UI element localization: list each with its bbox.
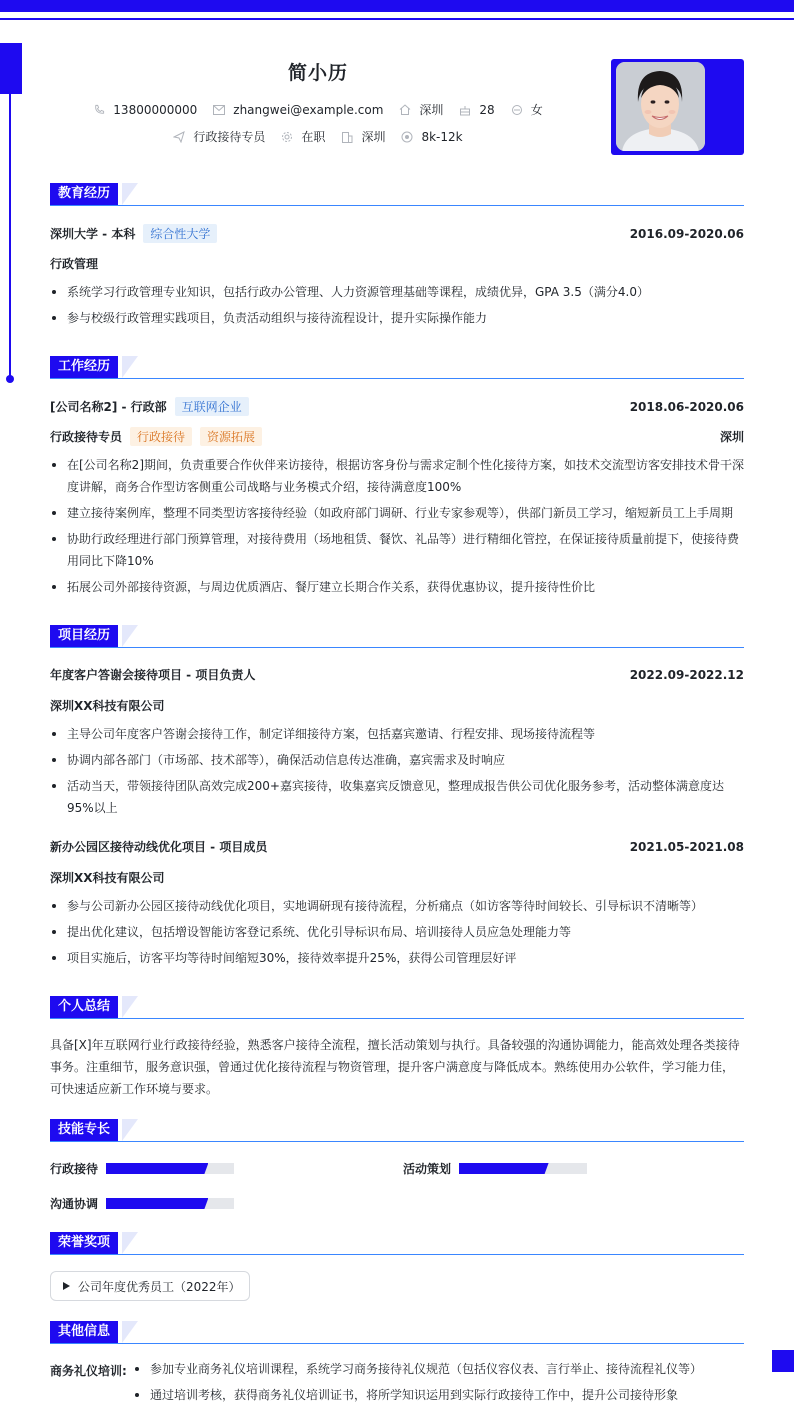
school-name: 深圳大学 - 本科 xyxy=(50,227,136,241)
gender-item xyxy=(511,101,543,118)
work-location: 深圳 xyxy=(719,430,744,444)
section-honors-header xyxy=(50,1232,744,1256)
section-title: 工作经历 xyxy=(50,356,118,378)
section-title-tail xyxy=(122,996,138,1018)
award-text: 公司年度优秀员工（2022年） xyxy=(78,1279,241,1294)
education-major: 行政管理 xyxy=(50,257,99,271)
section-title-tail xyxy=(122,625,138,647)
side-timeline-dot xyxy=(6,375,14,383)
phone-text: 13800000000 xyxy=(113,102,198,117)
project-company: 深圳XX科技有限公司 xyxy=(50,871,165,885)
role-title: 行政接待专员 xyxy=(50,430,123,444)
list-item: 主导公司年度客户答谢会接待工作，制定详细接待方案，包括嘉宾邀请、行程安排、现场接待流程等 xyxy=(50,723,744,745)
list-item: 参与公司新办公园区接待动线优化项目，实地调研现有接待流程，分析痛点（如访客等待时间较长、引导标识不清晰等） xyxy=(50,895,744,917)
section-title: 荣誉奖项 xyxy=(50,1232,118,1254)
profile-photo-frame xyxy=(611,59,744,155)
phone-icon xyxy=(93,104,105,116)
top-accent-bar xyxy=(0,0,794,12)
company-name: [公司名称2] - 行政部 xyxy=(50,400,167,414)
school-type-tag: 综合性大学 xyxy=(143,224,217,243)
section-title: 其他信息 xyxy=(50,1321,118,1343)
project-row xyxy=(50,666,744,683)
gender-icon xyxy=(511,104,523,116)
city-item xyxy=(399,101,443,118)
salary-text: 8k-12k xyxy=(421,129,463,144)
section-other-header xyxy=(50,1321,744,1345)
phone-item xyxy=(93,103,197,117)
email-icon xyxy=(213,104,225,116)
resume-name: 简小历 xyxy=(287,62,348,84)
section-divider xyxy=(50,1254,744,1255)
other-category-label: 商务礼仪培训: xyxy=(50,1364,127,1378)
section-title: 教育经历 xyxy=(50,183,118,205)
list-item: 在[公司名称2]期间，负责重要合作伙伴来访接待，根据访客身份与需求定制个性化接待方案，如技术交流型访客安排技术骨干深度讲解，商务合作型访客侧重公司战略与业务模式介绍，接待满意度100% xyxy=(50,454,744,498)
list-item: 拓展公司外部接待资源，与周边优质酒店、餐厅建立长期合作关系，获得优惠协议，提升接待性价比 xyxy=(50,576,744,598)
skill-name: 行政接待 xyxy=(50,1162,99,1176)
work-role-row xyxy=(50,427,744,446)
section-divider xyxy=(50,647,744,648)
skill-name: 活动策划 xyxy=(403,1162,452,1176)
section-title: 项目经历 xyxy=(50,625,118,647)
position-text: 行政接待专员 xyxy=(193,130,266,144)
award-item[interactable] xyxy=(50,1271,250,1301)
status-item xyxy=(281,128,325,145)
target-city-text: 深圳 xyxy=(361,130,386,144)
job-intent-row xyxy=(0,128,636,145)
gender-text: 女 xyxy=(530,103,543,117)
list-item: 协调内部各部门（市场部、技术部等），确保活动信息传达准确，嘉宾需求及时响应 xyxy=(50,749,744,771)
home-icon xyxy=(399,104,411,116)
project-title: 新办公园区接待动线优化项目 - 项目成员 xyxy=(50,840,268,854)
project-company: 深圳XX科技有限公司 xyxy=(50,699,165,713)
send-icon xyxy=(173,131,185,143)
skill-bar xyxy=(459,1163,587,1174)
education-bullets xyxy=(50,281,744,333)
list-item: 建立接待案例库，整理不同类型访客接待经验（如政府部门调研、行业专家参观等），供部门新员工学习，缩短新员工上手周期 xyxy=(50,502,744,524)
coin-icon xyxy=(401,131,413,143)
summary-text: 具备[X]年互联网行业行政接待经验，熟悉客户接待全流程，擅长活动策划与执行。具备较强的沟通协调能力，能高效处理各类接待事务。注重细节，服务意识强，曾通过优化接待流程与物资管理，提升客户满意度与降低成本。熟练使用办公软件，学习能力佳，可快速适应新工作环境与要求。 xyxy=(50,1038,740,1096)
role-tag: 资源拓展 xyxy=(200,427,262,446)
contact-row xyxy=(0,101,636,118)
role-tag: 行政接待 xyxy=(130,427,192,446)
education-date: 2016.09-2020.06 xyxy=(629,226,744,241)
list-item: 参加专业商务礼仪培训课程，系统学习商务接待礼仪规范（包括仪容仪表、言行举止、接待流程礼仪等） xyxy=(133,1360,753,1378)
skill-bar-fill xyxy=(106,1163,208,1174)
section-work-header xyxy=(50,356,744,380)
section-divider xyxy=(50,1343,744,1344)
corner-accent-block xyxy=(772,1350,794,1372)
section-title: 个人总结 xyxy=(50,996,118,1018)
list-item: 参与校级行政管理实践项目，负责活动组织与接待流程设计，提升实际操作能力 xyxy=(50,307,744,329)
section-divider xyxy=(50,205,744,206)
project-date: 2022.09-2022.12 xyxy=(629,667,744,682)
work-bullets xyxy=(50,454,744,602)
city-text: 深圳 xyxy=(419,103,444,117)
section-skills-header xyxy=(50,1119,744,1143)
list-item: 通过培训考核，获得商务礼仪培训证书，将所学知识运用到实际行政接待工作中，提升公司接待形象 xyxy=(133,1386,753,1404)
list-item: 提出优化建议，包括增设智能访客登记系统、优化引导标识布局、培训接待人员应急处理能力等 xyxy=(50,921,744,943)
profile-photo xyxy=(616,62,705,151)
salary-item xyxy=(401,130,462,144)
list-item: 系统学习行政管理专业知识，包括行政办公管理、人力资源管理基础等课程，成绩优异，GPA 3.5（满分4.0） xyxy=(50,281,744,303)
company-type-tag: 互联网企业 xyxy=(175,397,249,416)
target-city-item xyxy=(341,128,385,145)
work-company-row xyxy=(50,397,744,416)
section-divider xyxy=(50,1141,744,1142)
section-title-tail xyxy=(122,1232,138,1254)
project-bullets xyxy=(50,723,744,823)
section-divider xyxy=(50,1018,744,1019)
list-item: 活动当天，带领接待团队高效完成200+嘉宾接待，收集嘉宾反馈意见，整理成报告供公司优化服务参考，活动整体满意度达95%以上 xyxy=(50,775,744,819)
skill-name: 沟通协调 xyxy=(50,1197,99,1211)
project-date: 2021.05-2021.08 xyxy=(629,839,744,854)
section-education-header xyxy=(50,183,744,207)
list-item: 项目实施后，访客平均等待时间缩短30%，接待效率提升25%，获得公司管理层好评 xyxy=(50,947,744,969)
top-accent-line xyxy=(0,18,794,20)
other-bullets xyxy=(133,1360,753,1412)
work-date: 2018.06-2020.06 xyxy=(629,399,744,414)
section-title-tail xyxy=(122,183,138,205)
education-row xyxy=(50,224,744,243)
skill-item xyxy=(50,1160,234,1177)
gear-icon xyxy=(281,131,293,143)
project-title: 年度客户答谢会接待项目 - 项目负责人 xyxy=(50,668,256,682)
skill-bar-fill xyxy=(106,1198,208,1209)
position-item xyxy=(173,128,265,145)
age-item xyxy=(459,103,494,117)
project-bullets xyxy=(50,895,744,973)
section-summary-header xyxy=(50,996,744,1020)
skill-item xyxy=(403,1160,587,1177)
skill-bar xyxy=(106,1163,234,1174)
expand-arrow-icon xyxy=(63,1282,70,1290)
section-title-tail xyxy=(122,1119,138,1141)
age-text: 28 xyxy=(479,102,495,117)
status-text: 在职 xyxy=(301,130,326,144)
email-text: zhangwei@example.com xyxy=(233,102,384,117)
skill-bar xyxy=(106,1198,234,1209)
skill-item xyxy=(50,1195,234,1212)
project-row xyxy=(50,838,744,855)
section-title: 技能专长 xyxy=(50,1119,118,1141)
section-divider xyxy=(50,378,744,379)
email-item xyxy=(213,103,383,117)
section-projects-header xyxy=(50,625,744,649)
section-title-tail xyxy=(122,1321,138,1343)
building-icon xyxy=(341,131,353,143)
cake-icon xyxy=(459,104,471,116)
skill-bar-fill xyxy=(459,1163,549,1174)
section-title-tail xyxy=(122,356,138,378)
list-item: 协助行政经理进行部门预算管理，对接待费用（场地租赁、餐饮、礼品等）进行精细化管控，在保证接待质量前提下，使接待费用同比下降10% xyxy=(50,528,744,572)
